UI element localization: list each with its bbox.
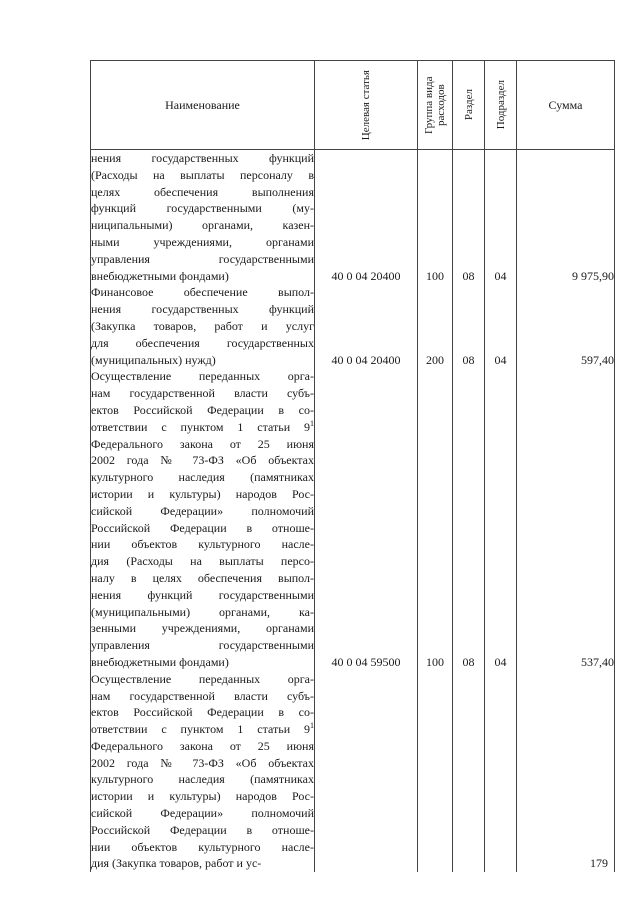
name-line: 2002 года № 73-ФЗ «Об объектах xyxy=(91,755,314,770)
name-line: сийской Федерации» полномочий xyxy=(91,806,314,821)
row-sum: 9 975,90 xyxy=(517,150,615,285)
row-subsection: 04 xyxy=(485,150,517,285)
name-line: Осуществление переданных орга- xyxy=(91,369,314,384)
name-line: зенными учреждениями, органами xyxy=(91,621,314,636)
header-section: Раздел xyxy=(453,61,485,150)
row-expense-group xyxy=(418,671,453,873)
name-line: для обеспечения государственных xyxy=(91,335,314,350)
name-line: Федерального закона от 25 июня xyxy=(91,738,314,753)
name-line: истории и культуры) народов Рос- xyxy=(91,486,314,501)
row-subsection: 04 xyxy=(485,368,517,670)
name-line: ответствии с пунктом 1 статьи $9^1$ xyxy=(91,418,314,434)
row-sum xyxy=(517,671,615,873)
row-section xyxy=(453,671,485,873)
header-sum: Сумма xyxy=(517,61,615,150)
name-line: ными учреждениями, органами xyxy=(91,234,314,249)
name-line: культурного наследия (памятниках xyxy=(91,772,314,787)
name-line: управления государственными xyxy=(91,251,314,266)
name-line: нии объектов культурного насле- xyxy=(91,839,314,854)
row-target-article: 40 0 04 59500 xyxy=(315,368,418,670)
name-line: Российской Федерации в отноше- xyxy=(91,822,314,837)
name-line: нам государственной власти субъ- xyxy=(91,386,314,401)
row-section: 08 xyxy=(453,284,485,368)
name-line: Осуществление переданных орга- xyxy=(91,671,314,686)
name-line: ответствии с пунктом 1 статьи $9^1$ xyxy=(91,721,314,737)
name-line: функций государственными (му- xyxy=(91,201,314,216)
row-target-article xyxy=(315,671,418,873)
name-line: (Расходы на выплаты персоналу в xyxy=(91,167,314,182)
row-sum: 597,40 xyxy=(517,284,615,368)
name-line: нения государственных функций xyxy=(91,151,314,165)
row-expense-group: 200 xyxy=(418,284,453,368)
name-line: ниципальными) органами, казен- xyxy=(91,218,314,233)
name-line: ектов Российской Федерации в со- xyxy=(91,402,314,417)
name-line: сийской Федерации» полномочий xyxy=(91,503,314,518)
header-subsection: Подраздел xyxy=(485,61,517,150)
name-line: налу в целях обеспечения выпол- xyxy=(91,570,314,585)
footnote-superscript: 1 xyxy=(310,418,314,428)
row-expense-group: 100 xyxy=(418,368,453,670)
name-line: нения функций государственными xyxy=(91,587,314,602)
name-line: нам государственной власти субъ- xyxy=(91,688,314,703)
name-line: нения государственных функций xyxy=(91,302,314,317)
name-line: целях обеспечения выполнения xyxy=(91,184,314,199)
row-name xyxy=(91,368,315,670)
row-target-article: 40 0 04 20400 xyxy=(315,150,418,285)
name-line: (муниципальных) нужд) xyxy=(91,352,216,367)
row-expense-group: 100 xyxy=(418,150,453,285)
row-target-article: 40 0 04 20400 xyxy=(315,284,418,368)
page-number: 179 xyxy=(590,856,608,870)
name-line: истории и культуры) народов Рос- xyxy=(91,789,314,804)
name-line: Российской Федерации в отноше- xyxy=(91,520,314,535)
row-section: 08 xyxy=(453,368,485,670)
budget-table xyxy=(90,60,615,872)
name-line: (Закупка товаров, работ и услуг xyxy=(91,318,314,333)
header-target-article: Целевая статья xyxy=(315,61,418,150)
header-expense-group: Группа вида расходов xyxy=(418,61,453,150)
name-line: культурного наследия (памятниках xyxy=(91,470,314,485)
row-section: 08 xyxy=(453,150,485,285)
row-subsection xyxy=(485,671,517,873)
name-line: внебюджетными фондами) xyxy=(91,654,229,669)
table-row xyxy=(91,150,615,285)
row-name xyxy=(91,671,315,873)
name-line: Финансовое обеспечение выпол- xyxy=(91,285,314,300)
table-row xyxy=(91,284,615,368)
name-line: Федерального закона от 25 июня xyxy=(91,436,314,451)
row-subsection: 04 xyxy=(485,284,517,368)
name-line: нии объектов культурного насле- xyxy=(91,537,314,552)
header-name: Наименование xyxy=(91,61,315,150)
table-row xyxy=(91,368,615,670)
row-sum: 537,40 xyxy=(517,368,615,670)
row-name xyxy=(91,284,315,368)
footnote-superscript: 1 xyxy=(310,721,314,731)
name-line: дия (Закупка товаров, работ и ус- xyxy=(91,856,262,871)
table-header-row xyxy=(91,61,615,150)
table-row xyxy=(91,671,615,873)
name-line: дия (Расходы на выплаты персо- xyxy=(91,554,314,569)
row-name xyxy=(91,150,315,285)
name-line: (муниципальными) органами, ка- xyxy=(91,604,314,619)
name-line: ектов Российской Федерации в со- xyxy=(91,705,314,720)
name-line: внебюджетными фондами) xyxy=(91,268,229,283)
name-line: управления государственными xyxy=(91,638,314,653)
name-line: 2002 года № 73-ФЗ «Об объектах xyxy=(91,453,314,468)
